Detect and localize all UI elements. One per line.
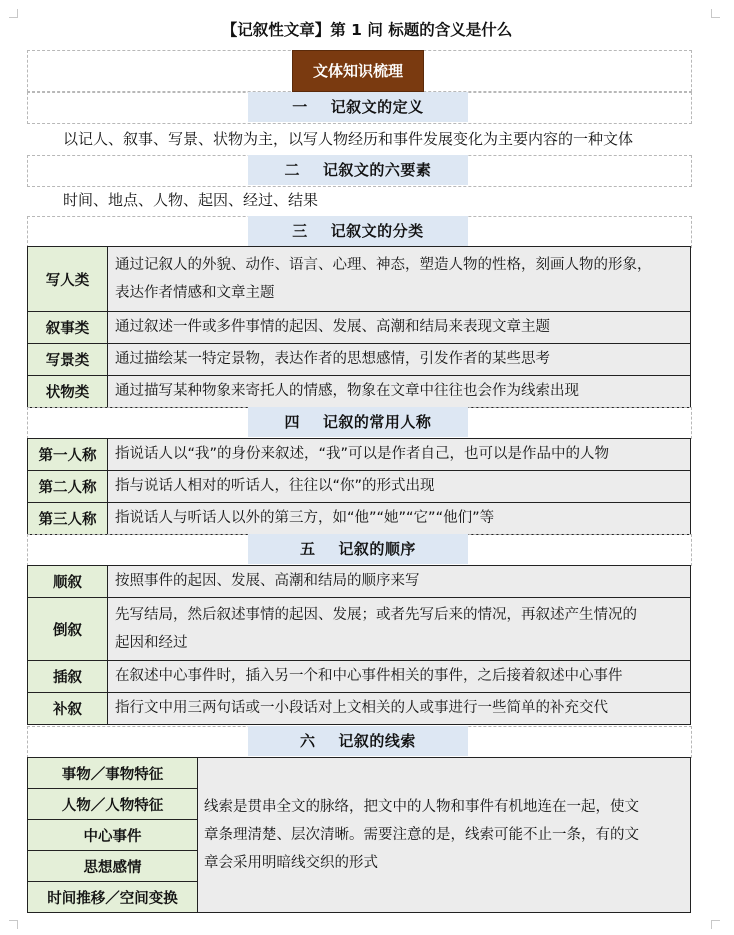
row-text: 指说话人与听话人以外的第三方，如“他”“她”“它”“他们”等 (108, 503, 691, 535)
page-corner-mark (9, 920, 18, 929)
row-label: 写景类 (28, 344, 108, 376)
page-corner-mark (711, 9, 720, 18)
row-text: 通过叙述一件或多件事情的起因、发展、高潮和结局来表现文章主题 (108, 312, 691, 344)
table-row (28, 598, 691, 661)
clue-label: 人物／人物特征 (28, 789, 198, 820)
clue-label: 中心事件 (28, 820, 198, 851)
elements-heading: 二 记叙文的六要素 (248, 155, 468, 185)
row-text: 指与说话人相对的听话人，往往以“你”的形式出现 (108, 471, 691, 503)
definition-text: 以记人、叙事、写景、状物为主，以写人物经历和事件发展变化为主要内容的一种文体 (63, 130, 634, 148)
row-label: 写人类 (28, 247, 108, 312)
row-label: 倒叙 (28, 598, 108, 661)
clue-table (27, 757, 691, 913)
row-text: 通过记叙人的外貌、动作、语言、心理、神态，塑造人物的性格，刻画人物的形象， 表达作者情感和文章主题 (108, 247, 691, 312)
table-row (28, 693, 691, 725)
row-text: 通过描写某种物象来寄托人的情感，物象在文章中往往也会作为线索出现 (108, 376, 691, 408)
order-table (27, 565, 691, 725)
row-label: 状物类 (28, 376, 108, 408)
table-row (28, 758, 691, 789)
row-label: 顺叙 (28, 566, 108, 598)
table-row (28, 344, 691, 376)
row-text: 通过描绘某一特定景物，表达作者的思想感情，引发作者的某些思考 (108, 344, 691, 376)
classification-heading: 三 记叙文的分类 (248, 216, 468, 246)
row-label: 插叙 (28, 661, 108, 693)
row-text: 按照事件的起因、发展、高潮和结局的顺序来写 (108, 566, 691, 598)
row-label: 第三人称 (28, 503, 108, 535)
table-row (28, 503, 691, 535)
clue-label: 事物／事物特征 (28, 758, 198, 789)
row-label: 第二人称 (28, 471, 108, 503)
definition-heading: 一 记叙文的定义 (248, 92, 468, 122)
row-label: 第一人称 (28, 439, 108, 471)
clue-text: 线索是贯串全文的脉络，把文中的人物和事件有机地连在一起，使文 章条理清楚、层次清晰。需要注意的是，线索可能不止一条，有的文 章会采用明暗线交织的形式 (198, 758, 691, 913)
section-banner: 文体知识梳理 (292, 50, 424, 92)
page-corner-mark (711, 920, 720, 929)
row-text: 在叙述中心事件时，插入另一个和中心事件相关的事件，之后接着叙述中心事件 (108, 661, 691, 693)
table-row (28, 312, 691, 344)
clue-heading: 六 记叙的线索 (248, 726, 468, 756)
table-row (28, 661, 691, 693)
row-text: 先写结局，然后叙述事情的起因、发展；或者先写后来的情况，再叙述产生情况的 起因和经过 (108, 598, 691, 661)
document-title: 【记叙性文章】第 1 问 标题的含义是什么 (221, 21, 513, 39)
table-row (28, 376, 691, 408)
person-table (27, 438, 691, 535)
elements-text: 时间、地点、人物、起因、经过、结果 (63, 191, 319, 209)
table-row (28, 439, 691, 471)
person-heading: 四 记叙的常用人称 (248, 407, 468, 437)
table-row (28, 471, 691, 503)
table-row (28, 247, 691, 312)
classification-table (27, 246, 691, 408)
page-corner-mark (9, 9, 18, 18)
row-text: 指说话人以“我”的身份来叙述，“我”可以是作者自己，也可以是作品中的人物 (108, 439, 691, 471)
row-label: 补叙 (28, 693, 108, 725)
row-label: 叙事类 (28, 312, 108, 344)
order-heading: 五 记叙的顺序 (248, 534, 468, 564)
clue-label: 时间推移／空间变换 (28, 882, 198, 913)
table-row (28, 566, 691, 598)
row-text: 指行文中用三两句话或一小段话对上文相关的人或事进行一些简单的补充交代 (108, 693, 691, 725)
clue-label: 思想感情 (28, 851, 198, 882)
